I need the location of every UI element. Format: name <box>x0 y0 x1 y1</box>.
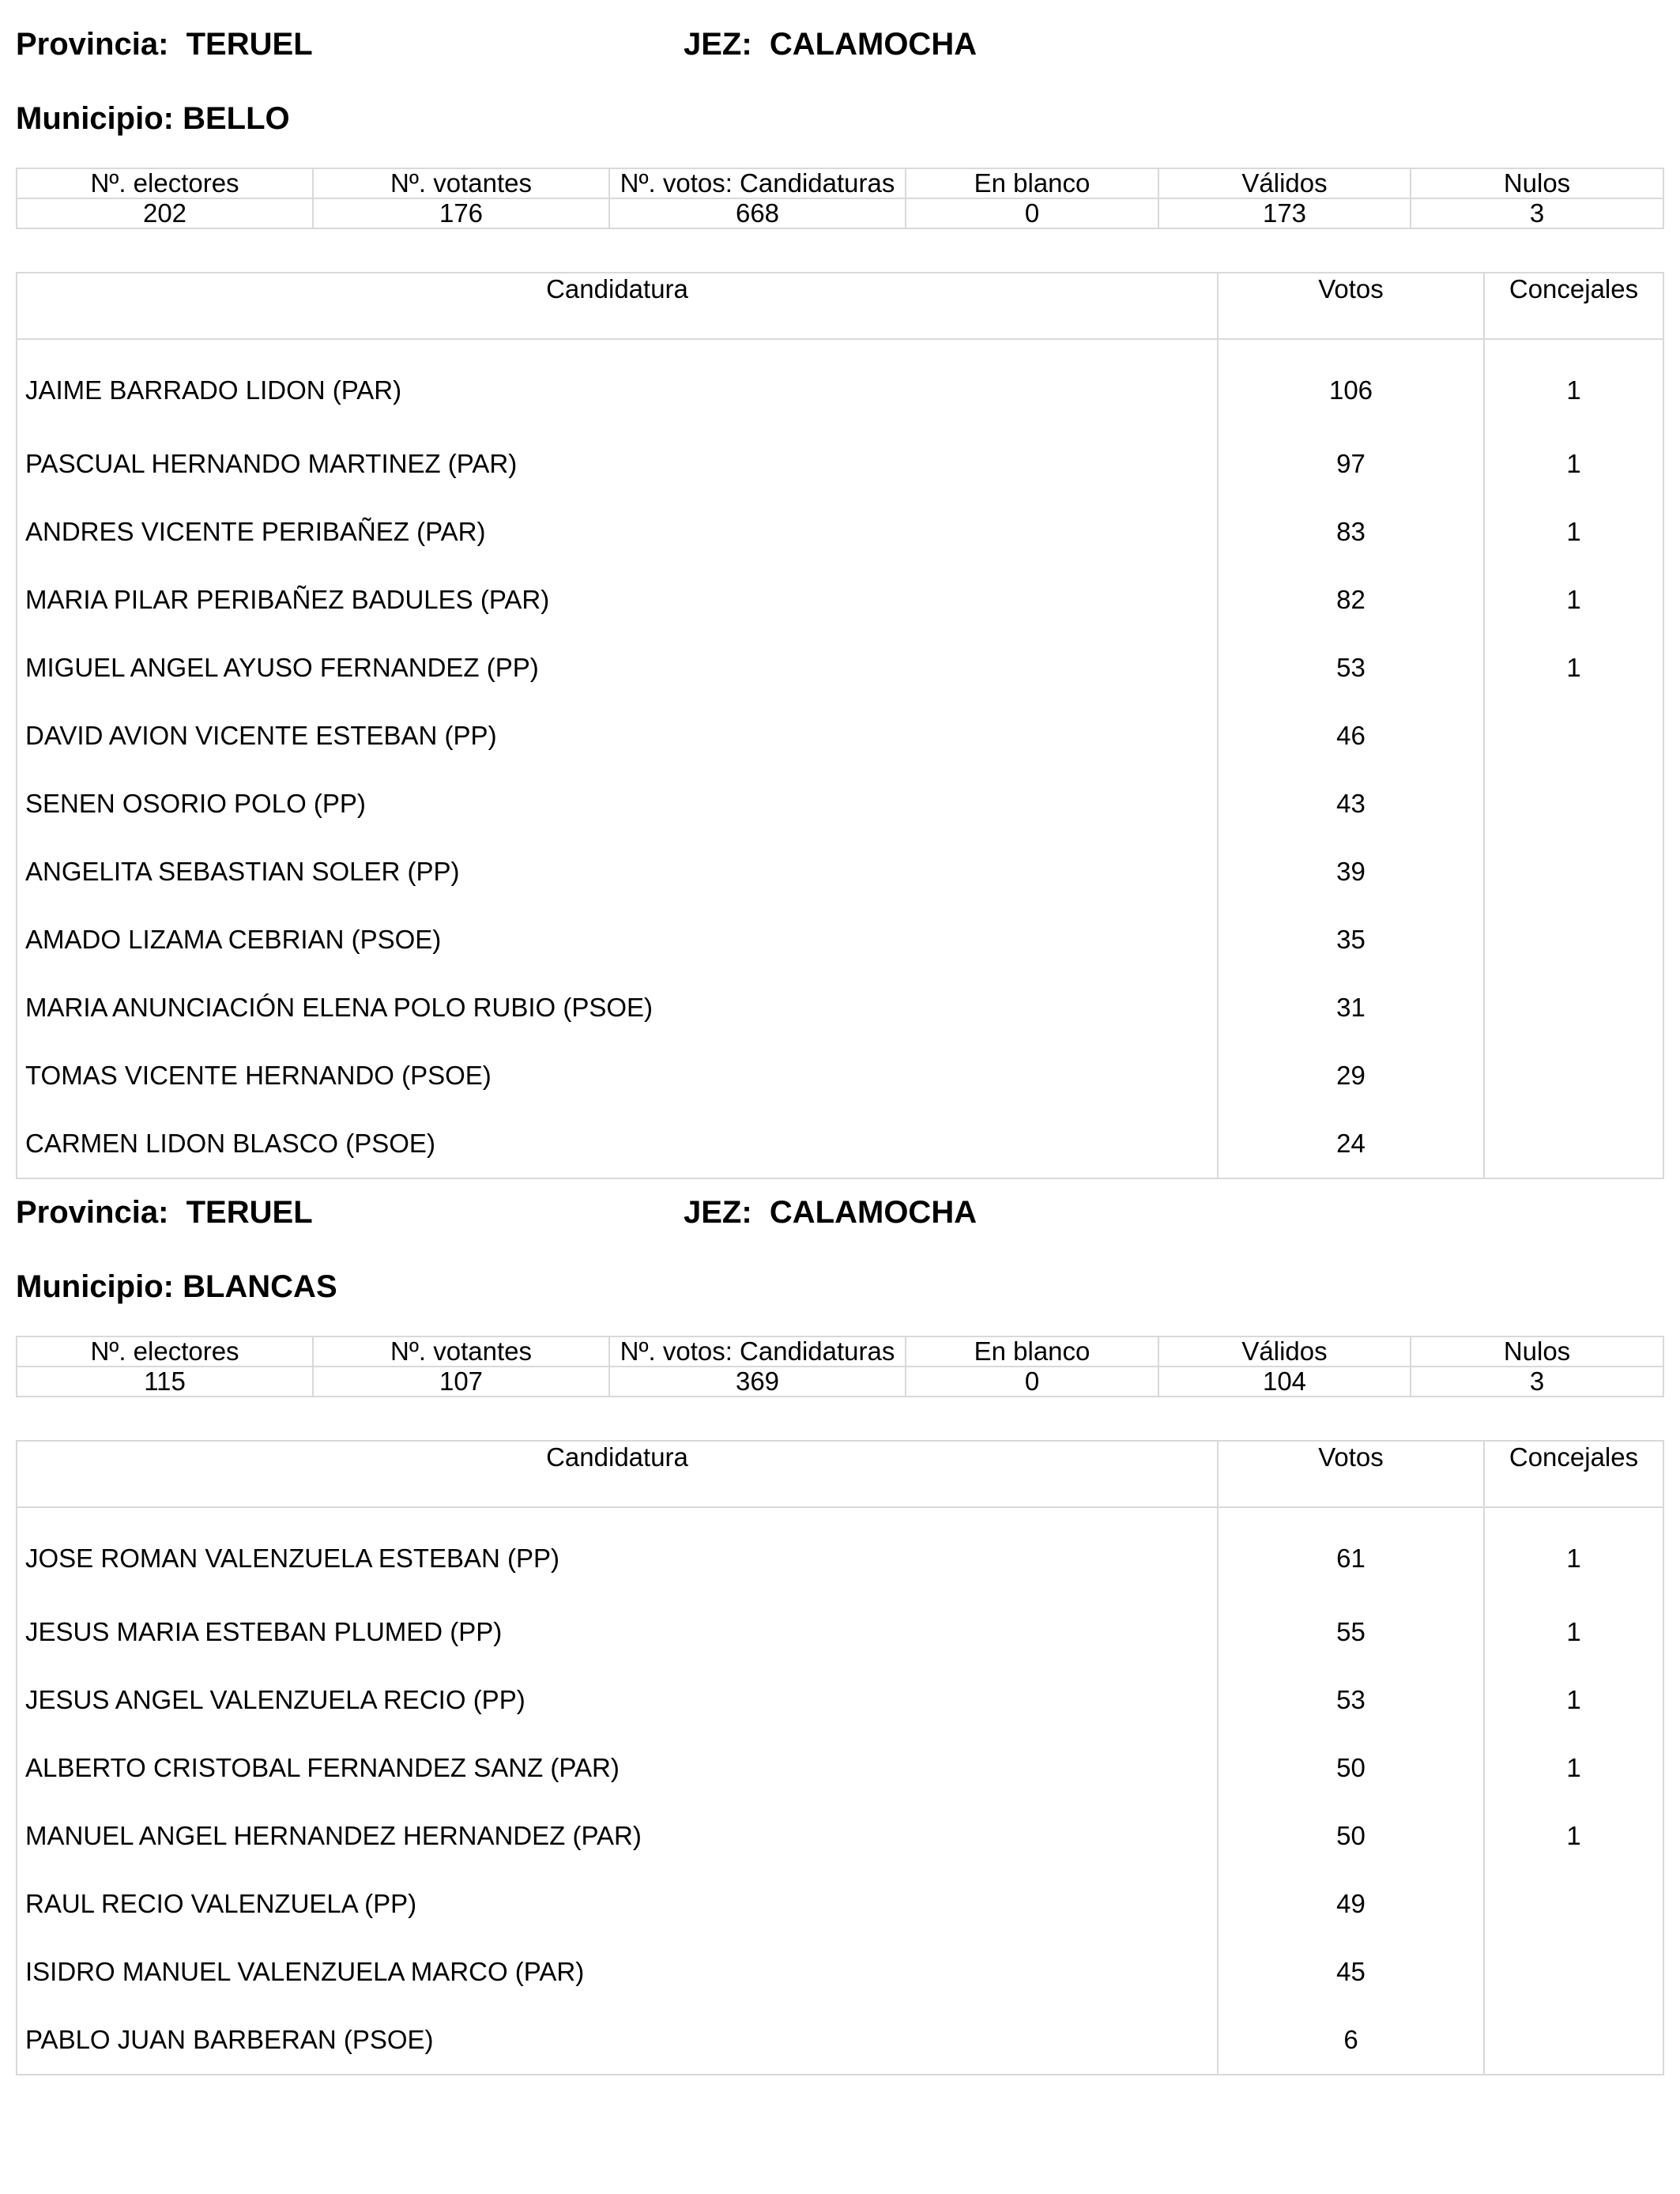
candidate-name: ISIDRO MANUEL VALENZUELA MARCO (PAR) <box>17 1938 1218 2006</box>
candidate-name: PABLO JUAN BARBERAN (PSOE) <box>17 2006 1218 2075</box>
provincia-label: Provincia: TERUEL <box>16 1195 313 1230</box>
candidate-votes: 82 <box>1218 566 1484 634</box>
candidate-votes: 24 <box>1218 1110 1484 1178</box>
candidate-seats: 1 <box>1484 566 1663 634</box>
header-votos-candidaturas: Nº. votos: Candidaturas <box>609 168 906 198</box>
candidate-seats: 1 <box>1484 1507 1663 1598</box>
table-row <box>17 430 1663 498</box>
value-en-blanco: 0 <box>906 1367 1158 1397</box>
candidate-seats: 1 <box>1484 1666 1663 1734</box>
candidate-votes: 43 <box>1218 770 1484 838</box>
candidate-votes: 39 <box>1218 838 1484 906</box>
table-row <box>17 566 1663 634</box>
table-row <box>17 1938 1663 2006</box>
candidate-seats <box>1484 2006 1663 2075</box>
table-row <box>17 1110 1663 1178</box>
table-row <box>17 838 1663 906</box>
candidate-seats <box>1484 974 1663 1042</box>
summary-header-row <box>17 168 1663 198</box>
provincia-label: Provincia: TERUEL <box>16 27 313 62</box>
candidate-seats <box>1484 1110 1663 1178</box>
value-validos: 104 <box>1158 1367 1411 1397</box>
results-header-row <box>17 1441 1663 1507</box>
summary-table <box>16 1336 1664 1397</box>
header-nulos: Nulos <box>1411 1336 1663 1367</box>
summary-value-row <box>17 198 1663 228</box>
candidate-name: PASCUAL HERNANDO MARTINEZ (PAR) <box>17 430 1218 498</box>
header-en-blanco: En blanco <box>906 1336 1158 1367</box>
header-votos: Votos <box>1218 1441 1484 1507</box>
candidate-seats <box>1484 906 1663 974</box>
candidate-seats: 1 <box>1484 339 1663 430</box>
candidate-seats: 1 <box>1484 634 1663 702</box>
candidate-name: MARIA ANUNCIACIÓN ELENA POLO RUBIO (PSOE) <box>17 974 1218 1042</box>
candidate-votes: 106 <box>1218 339 1484 430</box>
candidate-name: MANUEL ANGEL HERNANDEZ HERNANDEZ (PAR) <box>17 1802 1218 1870</box>
header-votantes: Nº. votantes <box>313 1336 609 1367</box>
header-votos-candidaturas: Nº. votos: Candidaturas <box>609 1336 906 1367</box>
candidate-votes: 53 <box>1218 634 1484 702</box>
jez-label: JEZ: CALAMOCHA <box>684 27 977 62</box>
candidate-name: CARMEN LIDON BLASCO (PSOE) <box>17 1110 1218 1178</box>
candidate-votes: 45 <box>1218 1938 1484 2006</box>
value-votos-candidaturas: 668 <box>609 198 906 228</box>
header-validos: Válidos <box>1158 1336 1411 1367</box>
candidate-name: JESUS MARIA ESTEBAN PLUMED (PP) <box>17 1598 1218 1666</box>
candidate-votes: 50 <box>1218 1734 1484 1802</box>
table-row <box>17 634 1663 702</box>
header-candidatura: Candidatura <box>17 1441 1218 1507</box>
value-votantes: 176 <box>313 198 609 228</box>
table-row <box>17 1734 1663 1802</box>
candidate-votes: 83 <box>1218 498 1484 566</box>
candidate-votes: 31 <box>1218 974 1484 1042</box>
candidate-seats <box>1484 702 1663 770</box>
candidate-name: ANGELITA SEBASTIAN SOLER (PP) <box>17 838 1218 906</box>
results-table <box>16 1440 1664 2075</box>
candidate-name: ANDRES VICENTE PERIBAÑEZ (PAR) <box>17 498 1218 566</box>
value-validos: 173 <box>1158 198 1411 228</box>
candidate-votes: 35 <box>1218 906 1484 974</box>
table-row <box>17 1802 1663 1870</box>
header-candidatura: Candidatura <box>17 273 1218 339</box>
municipio-label: Municipio: BELLO <box>16 101 290 136</box>
header-concejales: Concejales <box>1484 1441 1663 1507</box>
results-table <box>16 272 1664 1179</box>
table-row <box>17 1042 1663 1110</box>
header-concejales: Concejales <box>1484 273 1663 339</box>
candidate-name: SENEN OSORIO POLO (PP) <box>17 770 1218 838</box>
value-nulos: 3 <box>1411 198 1663 228</box>
candidate-name: DAVID AVION VICENTE ESTEBAN (PP) <box>17 702 1218 770</box>
candidate-name: TOMAS VICENTE HERNANDO (PSOE) <box>17 1042 1218 1110</box>
value-votos-candidaturas: 369 <box>609 1367 906 1397</box>
table-row <box>17 1666 1663 1734</box>
candidate-name: MIGUEL ANGEL AYUSO FERNANDEZ (PP) <box>17 634 1218 702</box>
table-row <box>17 498 1663 566</box>
summary-header-row <box>17 1336 1663 1367</box>
candidate-votes: 53 <box>1218 1666 1484 1734</box>
candidate-seats <box>1484 1938 1663 2006</box>
table-row <box>17 2006 1663 2075</box>
header-votantes: Nº. votantes <box>313 168 609 198</box>
results-header-row <box>17 273 1663 339</box>
value-electores: 202 <box>17 198 313 228</box>
candidate-votes: 55 <box>1218 1598 1484 1666</box>
candidate-seats <box>1484 770 1663 838</box>
candidate-seats <box>1484 1042 1663 1110</box>
header-electores: Nº. electores <box>17 168 313 198</box>
value-votantes: 107 <box>313 1367 609 1397</box>
candidate-name: MARIA PILAR PERIBAÑEZ BADULES (PAR) <box>17 566 1218 634</box>
header-en-blanco: En blanco <box>906 168 1158 198</box>
candidate-votes: 29 <box>1218 1042 1484 1110</box>
summary-table <box>16 168 1664 229</box>
candidate-name: JOSE ROMAN VALENZUELA ESTEBAN (PP) <box>17 1507 1218 1598</box>
candidate-name: AMADO LIZAMA CEBRIAN (PSOE) <box>17 906 1218 974</box>
candidate-name: ALBERTO CRISTOBAL FERNANDEZ SANZ (PAR) <box>17 1734 1218 1802</box>
header-validos: Válidos <box>1158 168 1411 198</box>
table-row <box>17 906 1663 974</box>
candidate-name: JESUS ANGEL VALENZUELA RECIO (PP) <box>17 1666 1218 1734</box>
table-row <box>17 339 1663 430</box>
candidate-votes: 97 <box>1218 430 1484 498</box>
table-row <box>17 702 1663 770</box>
candidate-votes: 6 <box>1218 2006 1484 2075</box>
table-row <box>17 770 1663 838</box>
value-electores: 115 <box>17 1367 313 1397</box>
candidate-seats: 1 <box>1484 1598 1663 1666</box>
value-en-blanco: 0 <box>906 198 1158 228</box>
jez-label: JEZ: CALAMOCHA <box>684 1195 977 1230</box>
value-nulos: 3 <box>1411 1367 1663 1397</box>
table-row <box>17 1507 1663 1598</box>
table-row <box>17 1870 1663 1938</box>
candidate-seats <box>1484 838 1663 906</box>
candidate-votes: 46 <box>1218 702 1484 770</box>
candidate-seats: 1 <box>1484 498 1663 566</box>
header-nulos: Nulos <box>1411 168 1663 198</box>
candidate-seats <box>1484 1870 1663 1938</box>
candidate-seats: 1 <box>1484 430 1663 498</box>
table-row <box>17 1598 1663 1666</box>
header-electores: Nº. electores <box>17 1336 313 1367</box>
candidate-seats: 1 <box>1484 1802 1663 1870</box>
summary-value-row <box>17 1367 1663 1397</box>
candidate-votes: 61 <box>1218 1507 1484 1598</box>
candidate-votes: 50 <box>1218 1802 1484 1870</box>
municipio-label: Municipio: BLANCAS <box>16 1269 337 1304</box>
candidate-seats: 1 <box>1484 1734 1663 1802</box>
header-votos: Votos <box>1218 273 1484 339</box>
candidate-name: RAUL RECIO VALENZUELA (PP) <box>17 1870 1218 1938</box>
candidate-votes: 49 <box>1218 1870 1484 1938</box>
table-row <box>17 974 1663 1042</box>
candidate-name: JAIME BARRADO LIDON (PAR) <box>17 339 1218 430</box>
